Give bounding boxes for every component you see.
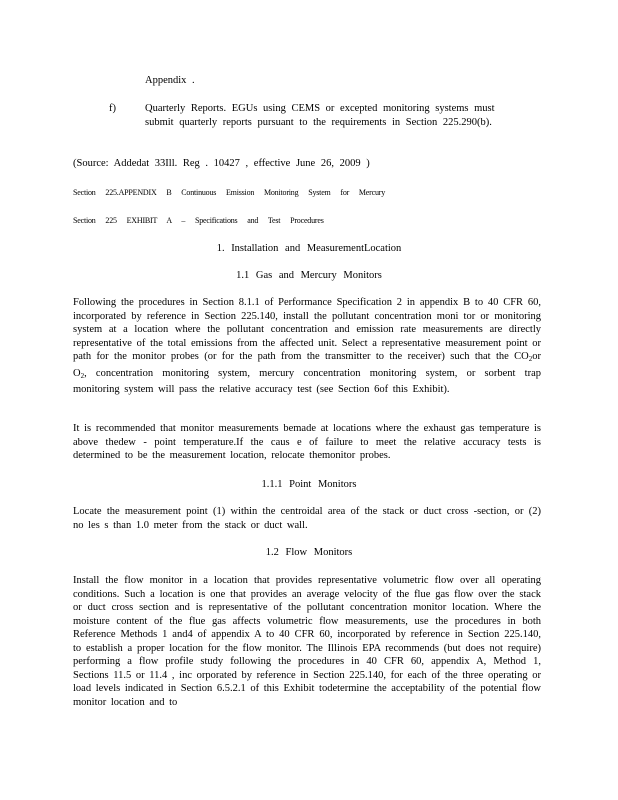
- paragraph-following-procedures: [73, 296, 541, 397]
- item-f-line-1: Quarterly Reports. EGUs using CEMS or excepted monitoring systems must: [145, 103, 495, 114]
- item-f-line-2: submit quarterly reports pursuant to the requirements in Section 225.290(b).: [145, 117, 492, 128]
- paragraph-following-procedures-part-3: , concentration monitoring system, mercury concentration monitoring system, or sorbent trap monitoring system will pass the relative accuracy test (see Section 6of this Exhibit).: [73, 367, 541, 395]
- appendix-label: Appendix .: [145, 75, 195, 86]
- section-appendix-caption: Section 225.APPENDIX B Continuous Emission Monitoring System for Mercury: [73, 188, 386, 197]
- o2-subscript: 2: [80, 371, 85, 380]
- heading-point-monitors: 1.1.1 Point Monitors: [261, 479, 357, 490]
- heading-flow-monitors: 1.2 Flow Monitors: [265, 547, 353, 558]
- paragraph-locate-measurement-point: Locate the measurement point (1) within the centroidal area of the stack or duct cross -section, or (2) no les s than 1.0 meter from the stack or duct wall.: [73, 506, 541, 531]
- source-note: (Source: Addedat 33Ill. Reg . 10427 , effective June 26, 2009 ): [73, 158, 370, 169]
- paragraph-recommendation: It is recommended that monitor measurements bemade at locations where the exhaust gas temperature is above thedew - point temperature.If the caus e of failure to meet the relative accuracy tests is determined to be the measurement location, relocate themonitor probes.: [73, 423, 541, 461]
- co2-subscript: 2: [528, 355, 533, 363]
- section-exhibit-caption: Section 225 EXHIBIT A – Specifications and Test Procedures: [73, 216, 324, 225]
- paragraph-following-procedures-part-2: or O: [73, 351, 541, 379]
- paragraph-following-procedures-part-1: Following the procedures in Section 8.1.1 of Performance Specification 2 in appendix B to 40 CFR 60, incorporated by reference in Section 225.140, install the pollutant concentration moni tor or monitoring system at a location where the pollutant concentration and emission rate measurements are directly representative of the total emissions from the affected unit. Select a representative measurement point or path for the monitor probes (or for the path from the transmitter to the receiver) such that the CO: [73, 297, 541, 362]
- item-f-marker: f): [109, 103, 116, 114]
- paragraph-install-flow-monitor: Install the flow monitor in a location that provides representative volumetric flow over all operating conditions. Such a location is one that provides an average velocity of the flue gas flow over the stack or duct cross section and is representative of the pollutant concentration monitor location. Where the moisture content of the flue gas affects volumetric flow measurements, use the procedures in both Reference Methods 1 and4 of appendix A to 40 CFR 60, incorporated by reference in Section 225.140, to establish a proper location for the flow monitor. The Illinois EPA recommends (but does not require) performing a flow profile study following the procedures in 40 CFR 60, appendix A, Method 1, Sections 11.5 or 11.4 , inc orporated by reference in Section 225.140, for each of the three operating or load levels indicated in Section 6.5.2.1 of this Exhibit todetermine the acceptability of the potential flow monitor location and to: [73, 575, 541, 708]
- heading-installation: 1. Installation and MeasurementLocation: [216, 243, 402, 254]
- heading-gas-mercury-monitors: 1.1 Gas and Mercury Monitors: [236, 270, 382, 281]
